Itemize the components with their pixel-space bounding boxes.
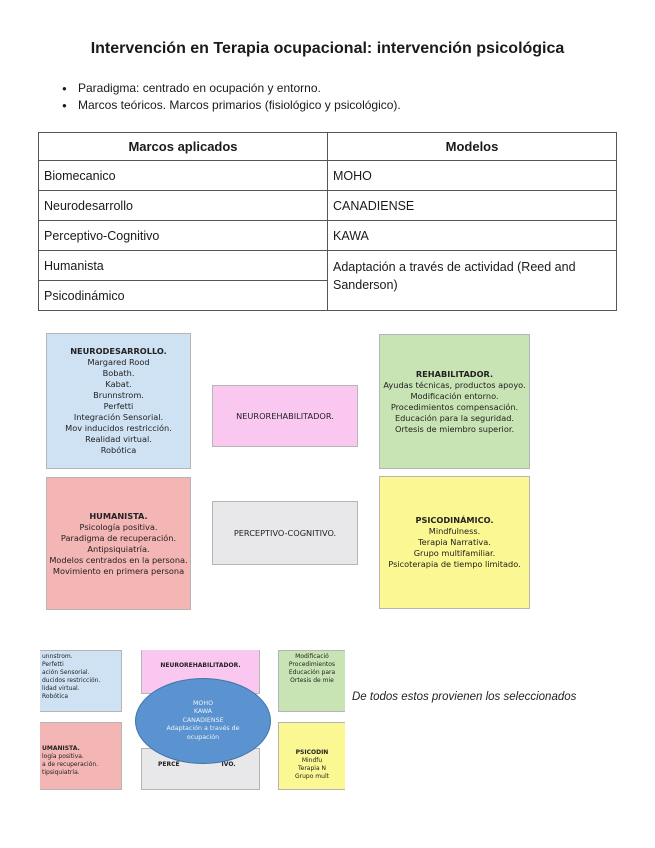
model-cell: MOHO	[328, 161, 617, 191]
humanista-box	[46, 477, 191, 610]
box-title: NEURODESARROLLO.	[70, 346, 167, 356]
bullet-frameworks: ● Marcos teóricos. Marcos primarios (fisiológico y psicológico).	[62, 97, 401, 114]
box-item: Realidad virtual.	[85, 434, 152, 444]
box-title: REHABILITADOR.	[415, 368, 494, 379]
cropped-diagram	[40, 650, 345, 790]
crop-title-tail: IVO.	[221, 761, 236, 768]
box-title: HUMANISTA.	[89, 510, 148, 521]
bullet-list	[62, 80, 401, 114]
crop-line: logía positiva.	[42, 753, 84, 760]
box-item: Psicoterapia de tiempo limitado.	[388, 559, 521, 569]
ellipse-line: MOHO	[192, 699, 214, 707]
box-item: Modelos centrados en la persona.	[49, 554, 188, 565]
model-cell: CANADIENSE	[328, 191, 617, 221]
table-row	[39, 221, 617, 251]
crop-title: PSICODIN	[295, 749, 329, 756]
box-item: Kabat.	[105, 379, 132, 389]
crop-title: PERCE	[158, 761, 180, 768]
header-models: Modelos	[328, 133, 617, 161]
box-title: PERCEPTIVO-COGNITIVO.	[233, 527, 337, 538]
crop-line: Grupo mult	[295, 773, 329, 780]
ellipse-line: CANADIENSE	[182, 716, 224, 724]
crop-line: unnstrom.	[42, 653, 73, 660]
box-title: NEUROREHABILITADOR.	[236, 410, 334, 421]
neurodesarrollo-box	[46, 333, 191, 469]
table-row	[39, 191, 617, 221]
crop-line: a de recuperación.	[42, 761, 99, 768]
bullet-paradigm: ● Paradigma: centrado en ocupación y entorno.	[62, 80, 401, 97]
model-cell: KAWA	[328, 221, 617, 251]
box-item: Ortesis de miembro superior.	[394, 423, 515, 434]
crop-red-box	[40, 722, 122, 790]
crop-line: Modificació	[295, 653, 329, 660]
box-item: Margared Rood	[87, 357, 150, 367]
frame-cell: Biomecanico	[39, 161, 328, 191]
crop-blue-box	[40, 650, 122, 712]
box-item: Ayudas técnicas, productos apoyo.	[383, 379, 526, 390]
crop-line: Perfetti	[42, 661, 64, 668]
header-frames: Marcos aplicados	[39, 133, 328, 161]
psicodinamico-box	[379, 476, 530, 609]
crop-line: lidad virtual.	[42, 685, 80, 692]
box-item: Grupo multifamiliar.	[413, 548, 496, 558]
crop-line: tipsiquiatría.	[42, 769, 80, 776]
table-row	[39, 251, 617, 281]
box-item: Integración Sensorial.	[73, 412, 164, 422]
box-item: Terapia Narrativa.	[418, 537, 491, 547]
box-item: Antipsiquiatría.	[87, 543, 150, 554]
box-item: Bobath.	[102, 368, 135, 378]
box-item: Modificación entorno.	[410, 390, 499, 401]
frame-cell: Humanista	[39, 251, 328, 281]
box-item: Movimiento en primera persona	[52, 565, 185, 576]
page-title: Intervención en Terapia ocupacional: intervención psicológica	[90, 40, 565, 57]
table-header-row	[39, 133, 617, 161]
crop-line: Educación para	[288, 669, 336, 676]
crop-title: UMANISTA.	[42, 745, 80, 752]
ellipse-line: KAWA	[193, 708, 213, 716]
box-item: Procedimientos compensación.	[390, 401, 519, 412]
box-item: Mov inducidos restricción.	[65, 423, 172, 433]
selection-note: De todos estos provienen los seleccionados	[352, 691, 577, 703]
crop-line: Ortesis de mie	[290, 677, 334, 684]
model-cell: Adaptación a través de actividad (Reed and Sanderson)	[328, 251, 617, 311]
crop-green-box	[278, 650, 345, 712]
crop-line: Terapia N	[297, 765, 327, 772]
ellipse-line: Adaptación a través de	[166, 725, 240, 733]
selected-models-ellipse	[135, 678, 271, 764]
crop-line: Mindfu	[301, 757, 323, 764]
crop-line: ación Sensorial.	[42, 669, 90, 676]
crop-line: ducidos restricción.	[42, 677, 101, 684]
box-item: Perfetti	[103, 401, 134, 411]
perceptivo-cognitivo-box	[212, 501, 358, 565]
rehabilitador-box	[379, 334, 530, 469]
neurorehabilitador-box	[212, 385, 358, 447]
box-item: Brunnstrom.	[93, 390, 144, 400]
crop-title: NEUROREHABILITADOR.	[160, 662, 241, 669]
crop-yellow-box	[278, 722, 345, 790]
box-item: Psicología positiva.	[79, 521, 158, 532]
box-item: Mindfulness.	[428, 526, 481, 536]
box-title: PSICODINÁMICO.	[415, 515, 494, 525]
frame-cell: Neurodesarrollo	[39, 191, 328, 221]
ellipse-line: ocupación	[186, 733, 220, 741]
frame-cell: Psicodinámico	[39, 281, 328, 311]
frames-models-table	[38, 132, 617, 311]
table-row	[39, 161, 617, 191]
frame-cell: Perceptivo-Cognitivo	[39, 221, 328, 251]
crop-line: Robótica	[42, 693, 69, 700]
box-item: Robótica	[100, 445, 137, 455]
crop-line: Procedimientos	[288, 661, 336, 668]
box-item: Paradigma de recuperación.	[60, 532, 177, 543]
box-item: Educación para la seguridad.	[394, 412, 515, 423]
